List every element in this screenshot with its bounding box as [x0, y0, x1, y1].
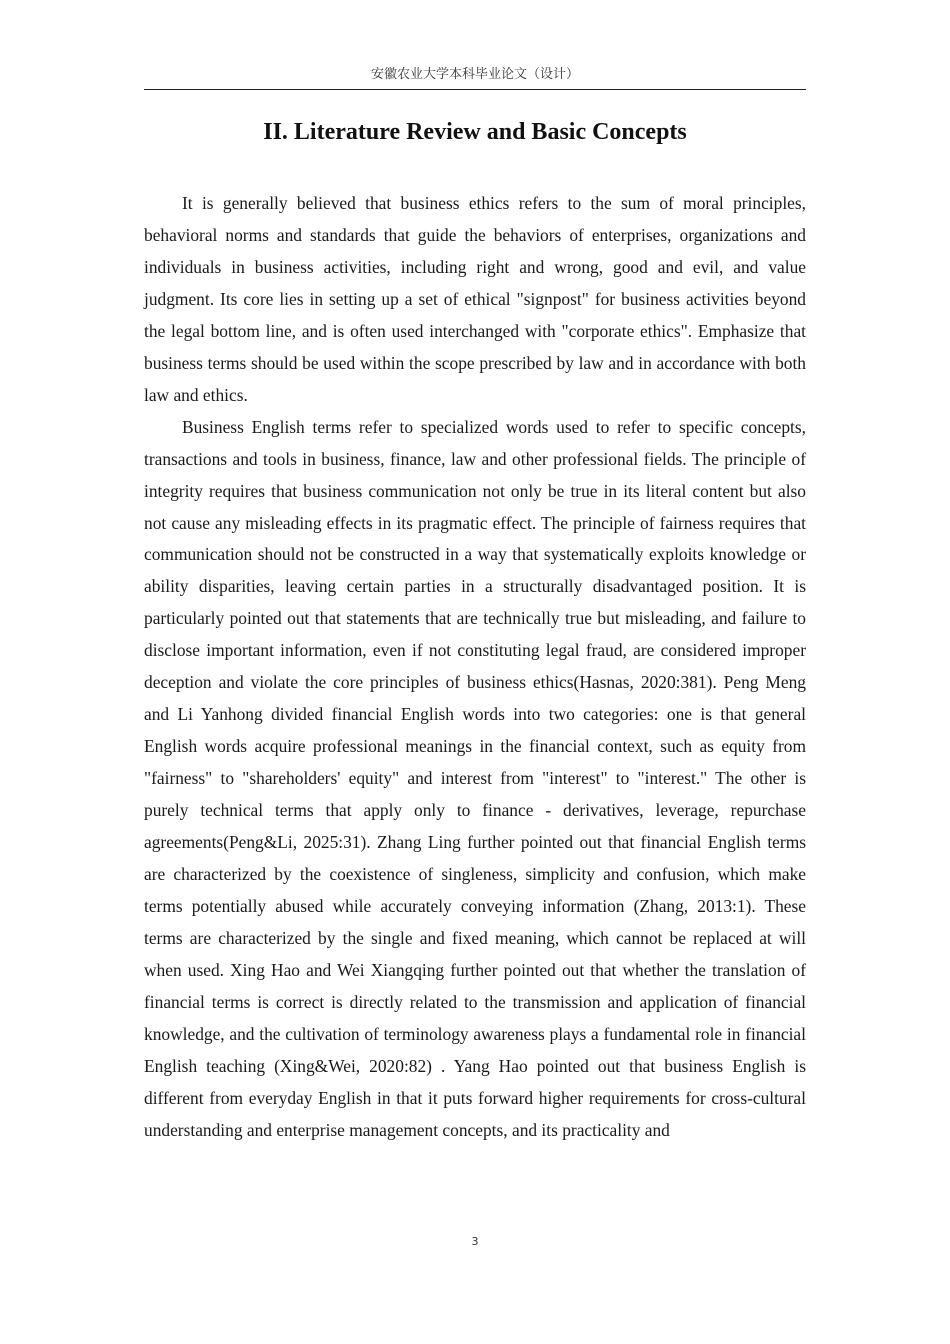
paragraph-business-ethics: It is generally believed that business ethics refers to the sum of moral principles, behavioral norms and standards that guide the behaviors of enterprises, organizations and individuals in business activities, including right and wrong, good and evil, and value judgment. Its core lies in setting up a set of ethical "signpost" for business activities beyond the legal bottom line, and is often used interchanged with "corporate ethics". Emphasize that business terms should be used within the scope prescribed by law and in accordance with both law and ethics. [144, 193, 806, 405]
paragraph-business-english-terms: Business English terms refer to specialized words used to refer to specific concepts, transactions and tools in business, finance, law and other professional fields. The principle of integrity requires that business communication not only be true in its literal content but also not cause any misleading effects in its pragmatic effect. The principle of fairness requires that communication should not be constructed in a way that systematically exploits knowledge or ability disparities, leaving certain parties in a structurally disadvantaged position. It is particularly pointed out that statements that are technically true but misleading, and failure to disclose important information, even if not constituting legal fraud, are considered improper deception and violate the core principles of business ethics(Hasnas, 2020:381). Peng Meng and Li Yanhong divided financial English words into two categories: one is that general English words acquire professional meanings in the financial context, such as equity from "fairness" to "shareholders' equity" and interest from "interest" to "interest." The other is purely technical terms that apply only to finance - derivatives, leverage, repurchase agreements(Peng&Li, 2025:31). Zhang Ling further pointed out that financial English terms are characterized by the coexistence of singleness, simplicity and confusion, which make terms potentially abused while accurately conveying information (Zhang, 2013:1). These terms are characterized by the single and fixed meaning, which cannot be replaced at will when used. Xing Hao and Wei Xiangqing further pointed out that whether the translation of financial terms is correct is directly related to the transmission and application of financial knowledge, and the cultivation of terminology awareness plays a fundamental role in financial English teaching (Xing&Wei, 2020:82) . Yang Hao pointed out that business English is different from everyday English in that it puts forward higher requirements for cross-cultural understanding and enterprise management concepts, and its practicality and [144, 416, 806, 1140]
section-title: II. Literature Review and Basic Concepts [263, 119, 687, 145]
body-text [144, 188, 806, 1147]
page-number: 3 [471, 1235, 479, 1248]
header-divider [144, 89, 806, 90]
page-header: 安徽农业大学本科毕业论文（设计） [370, 67, 579, 82]
